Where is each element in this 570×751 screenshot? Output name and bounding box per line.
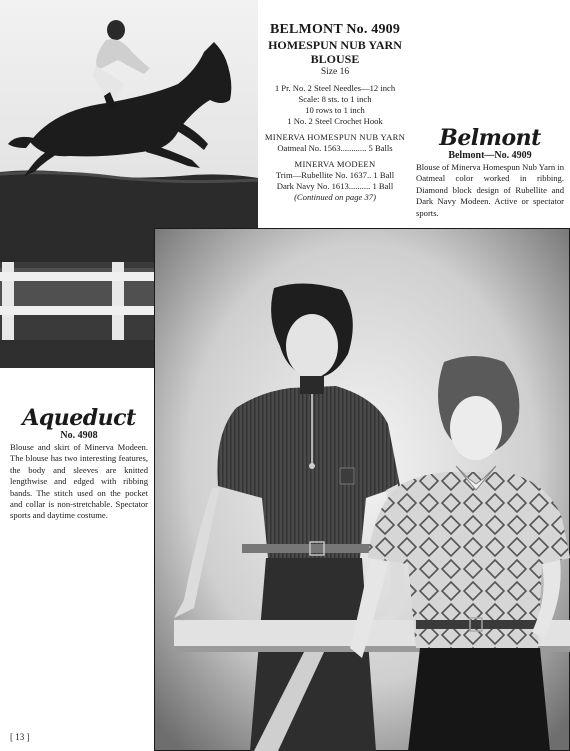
pattern-subtitle-yarn: HOMESPUN NUB YARN [268,38,402,52]
navy-line: Dark Navy No. 1613.......... 1 Ball [276,181,394,191]
belmont-description: Blouse of Minerva Homespun Nub Yarn in Oatmeal color worked in ribbing. Diamond block design of Rubellite and Dark Navy Modeen. Active or spectator sports. [416,162,564,218]
aqueduct-caption [10,406,148,522]
belmont-caption [416,126,564,219]
aqueduct-number: No. 4908 [60,430,98,441]
modeen-heading: MINERVA MODEEN [294,159,376,169]
belmont-title: Belmont [439,125,541,151]
scale-line: Scale: 8 sts. to 1 inch [298,94,372,104]
pattern-subtitle-garment: BLOUSE [310,52,360,66]
page-number: [ 13 ] [10,732,30,742]
models-photo [154,228,570,751]
yarn-line: Oatmeal No. 1563............ 5 Balls [277,143,393,153]
aqueduct-description: Blouse and skirt of Minerva Modeen. The blouse has two interesting features, the body and sleeves are knitted lengthwise and edged with ribbing bands. The stitch used on the pocket and collar is non-stretchable. Spectator sports and daytime costume. [10,442,148,521]
hook-line: 1 No. 2 Steel Crochet Hook [287,116,383,126]
pattern-size: Size 16 [320,67,350,77]
belmont-number: Belmont—No. 4909 [448,150,532,161]
aqueduct-title: Aqueduct [22,405,136,431]
pattern-specifications [258,22,412,203]
yarn-heading: MINERVA HOMESPUN NUB YARN [264,132,406,142]
needles-line: 1 Pr. No. 2 Steel Needles—12 inch [274,83,396,93]
rows-line: 10 rows to 1 inch [305,105,365,115]
continued-note: (Continued on page 37) [294,192,376,202]
pattern-title: BELMONT No. 4909 [269,22,401,37]
trim-line: Trim—Rubellite No. 1637.. 1 Ball [275,170,395,180]
